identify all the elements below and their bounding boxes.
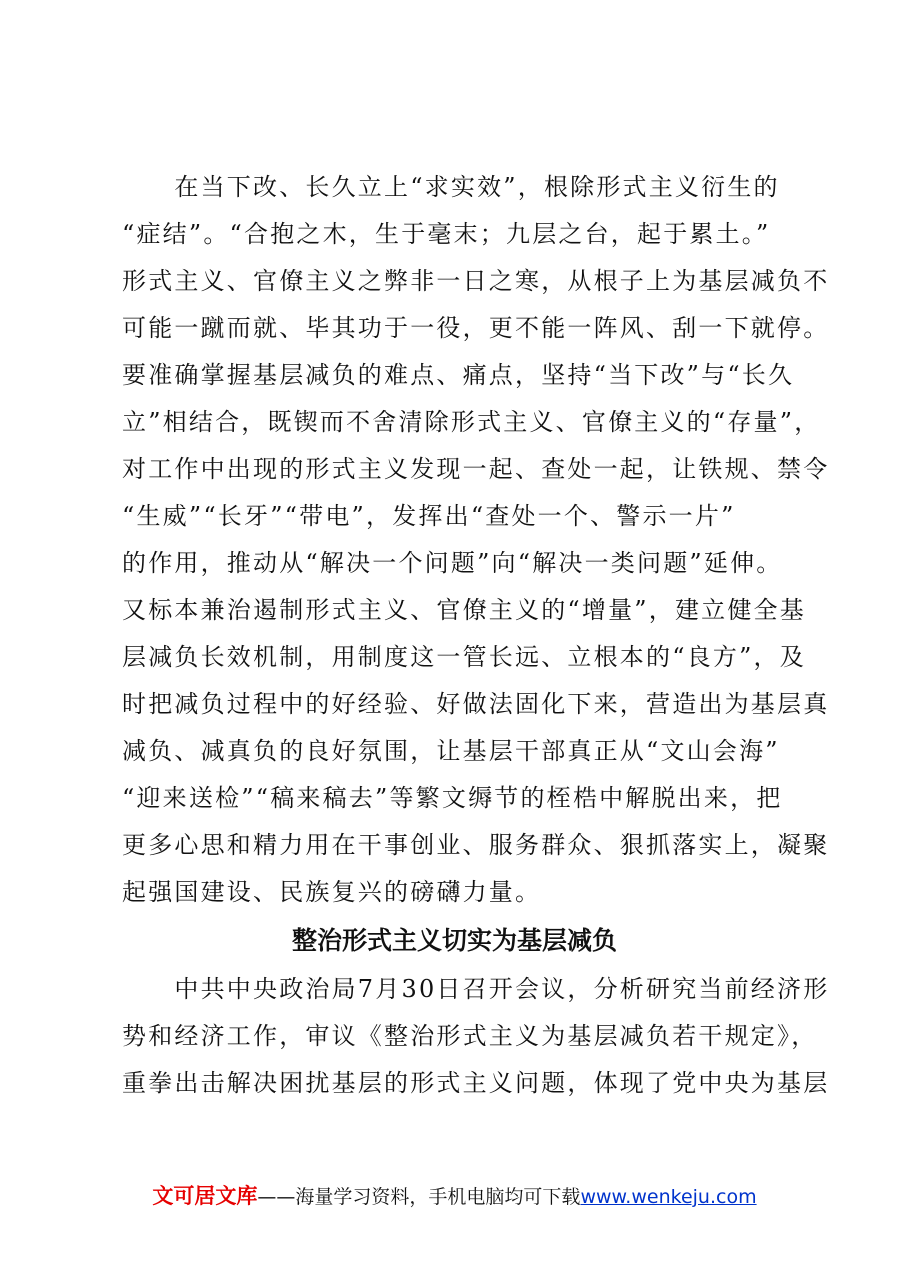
- footer-slogan: ——海量学习资料，手机电脑均可下载: [257, 1186, 581, 1208]
- paragraph-2-line-3: 重拳出击解决困扰基层的形式主义问题，体现了党中央为基层: [122, 1069, 830, 1097]
- paragraph-1-line-6: 立”相结合，既锲而不舍清除形式主义、官僚主义的“存量”，: [122, 408, 821, 436]
- paragraph-1-line-14: “迎来送检”“稿来稿去”等繁文缛节的桎梏中解脱出来，把: [122, 784, 783, 812]
- paragraph-1-line-11: 层减负长效机制，用制度这一管长远、立根本的“良方”，及: [122, 643, 806, 671]
- paragraph-1-line-3: 形式主义、官僚主义之弊非一日之寒，从根子上为基层减负不: [122, 267, 830, 295]
- paragraph-1-line-12: 时把减负过程中的好经验、好做法固化下来，营造出为基层真: [122, 690, 830, 718]
- paragraph-1-line-9: 的作用，推动从“解决一个问题”向“解决一类问题”延伸。: [122, 549, 783, 577]
- paragraph-1-line-16: 起强国建设、民族复兴的磅礴力量。: [122, 878, 542, 906]
- paragraph-1-line-15: 更多心思和精力用在干事创业、服务群众、狠抓落实上，凝聚: [122, 831, 830, 859]
- paragraph-1-line-1: 在当下改、长久立上“求实效”，根除形式主义衍生的: [122, 173, 780, 201]
- paragraph-1-line-8: “生威”“长牙”“带电”，发挥出“查处一个、警示一片”: [122, 502, 736, 530]
- paragraph-1-line-7: 对工作中出现的形式主义发现一起、查处一起，让铁规、禁令: [122, 455, 830, 483]
- paragraph-1-line-2: “症结”。“合抱之木，生于毫末；九层之台，起于累土。”: [122, 220, 771, 248]
- footer-brand: 文可居文库: [152, 1184, 258, 1208]
- footer-banner: [0, 1182, 909, 1211]
- section-heading: 整治形式主义切实为基层减负: [291, 926, 617, 955]
- paragraph-1-line-4: 可能一蹴而就、毕其功于一役，更不能一阵风、刮一下就停。: [122, 314, 830, 342]
- paragraph-1-line-5: 要准确掌握基层减负的难点、痛点，坚持“当下改”与“长久: [122, 361, 795, 389]
- paragraph-2-line-1: 中共中央政治局7月30日召开会议，分析研究当前经济形: [122, 975, 830, 1003]
- paragraph-2-line-2: 势和经济工作，审议《整治形式主义为基层减负若干规定》，: [122, 1022, 818, 1050]
- paragraph-1-line-13: 减负、减真负的良好氛围，让基层干部真正从“文山会海”: [122, 737, 780, 765]
- paragraph-1-line-10: 又标本兼治遏制形式主义、官僚主义的“增量”，建立健全基: [122, 596, 806, 624]
- footer-url-link[interactable]: www.wenkeju.com: [580, 1186, 757, 1208]
